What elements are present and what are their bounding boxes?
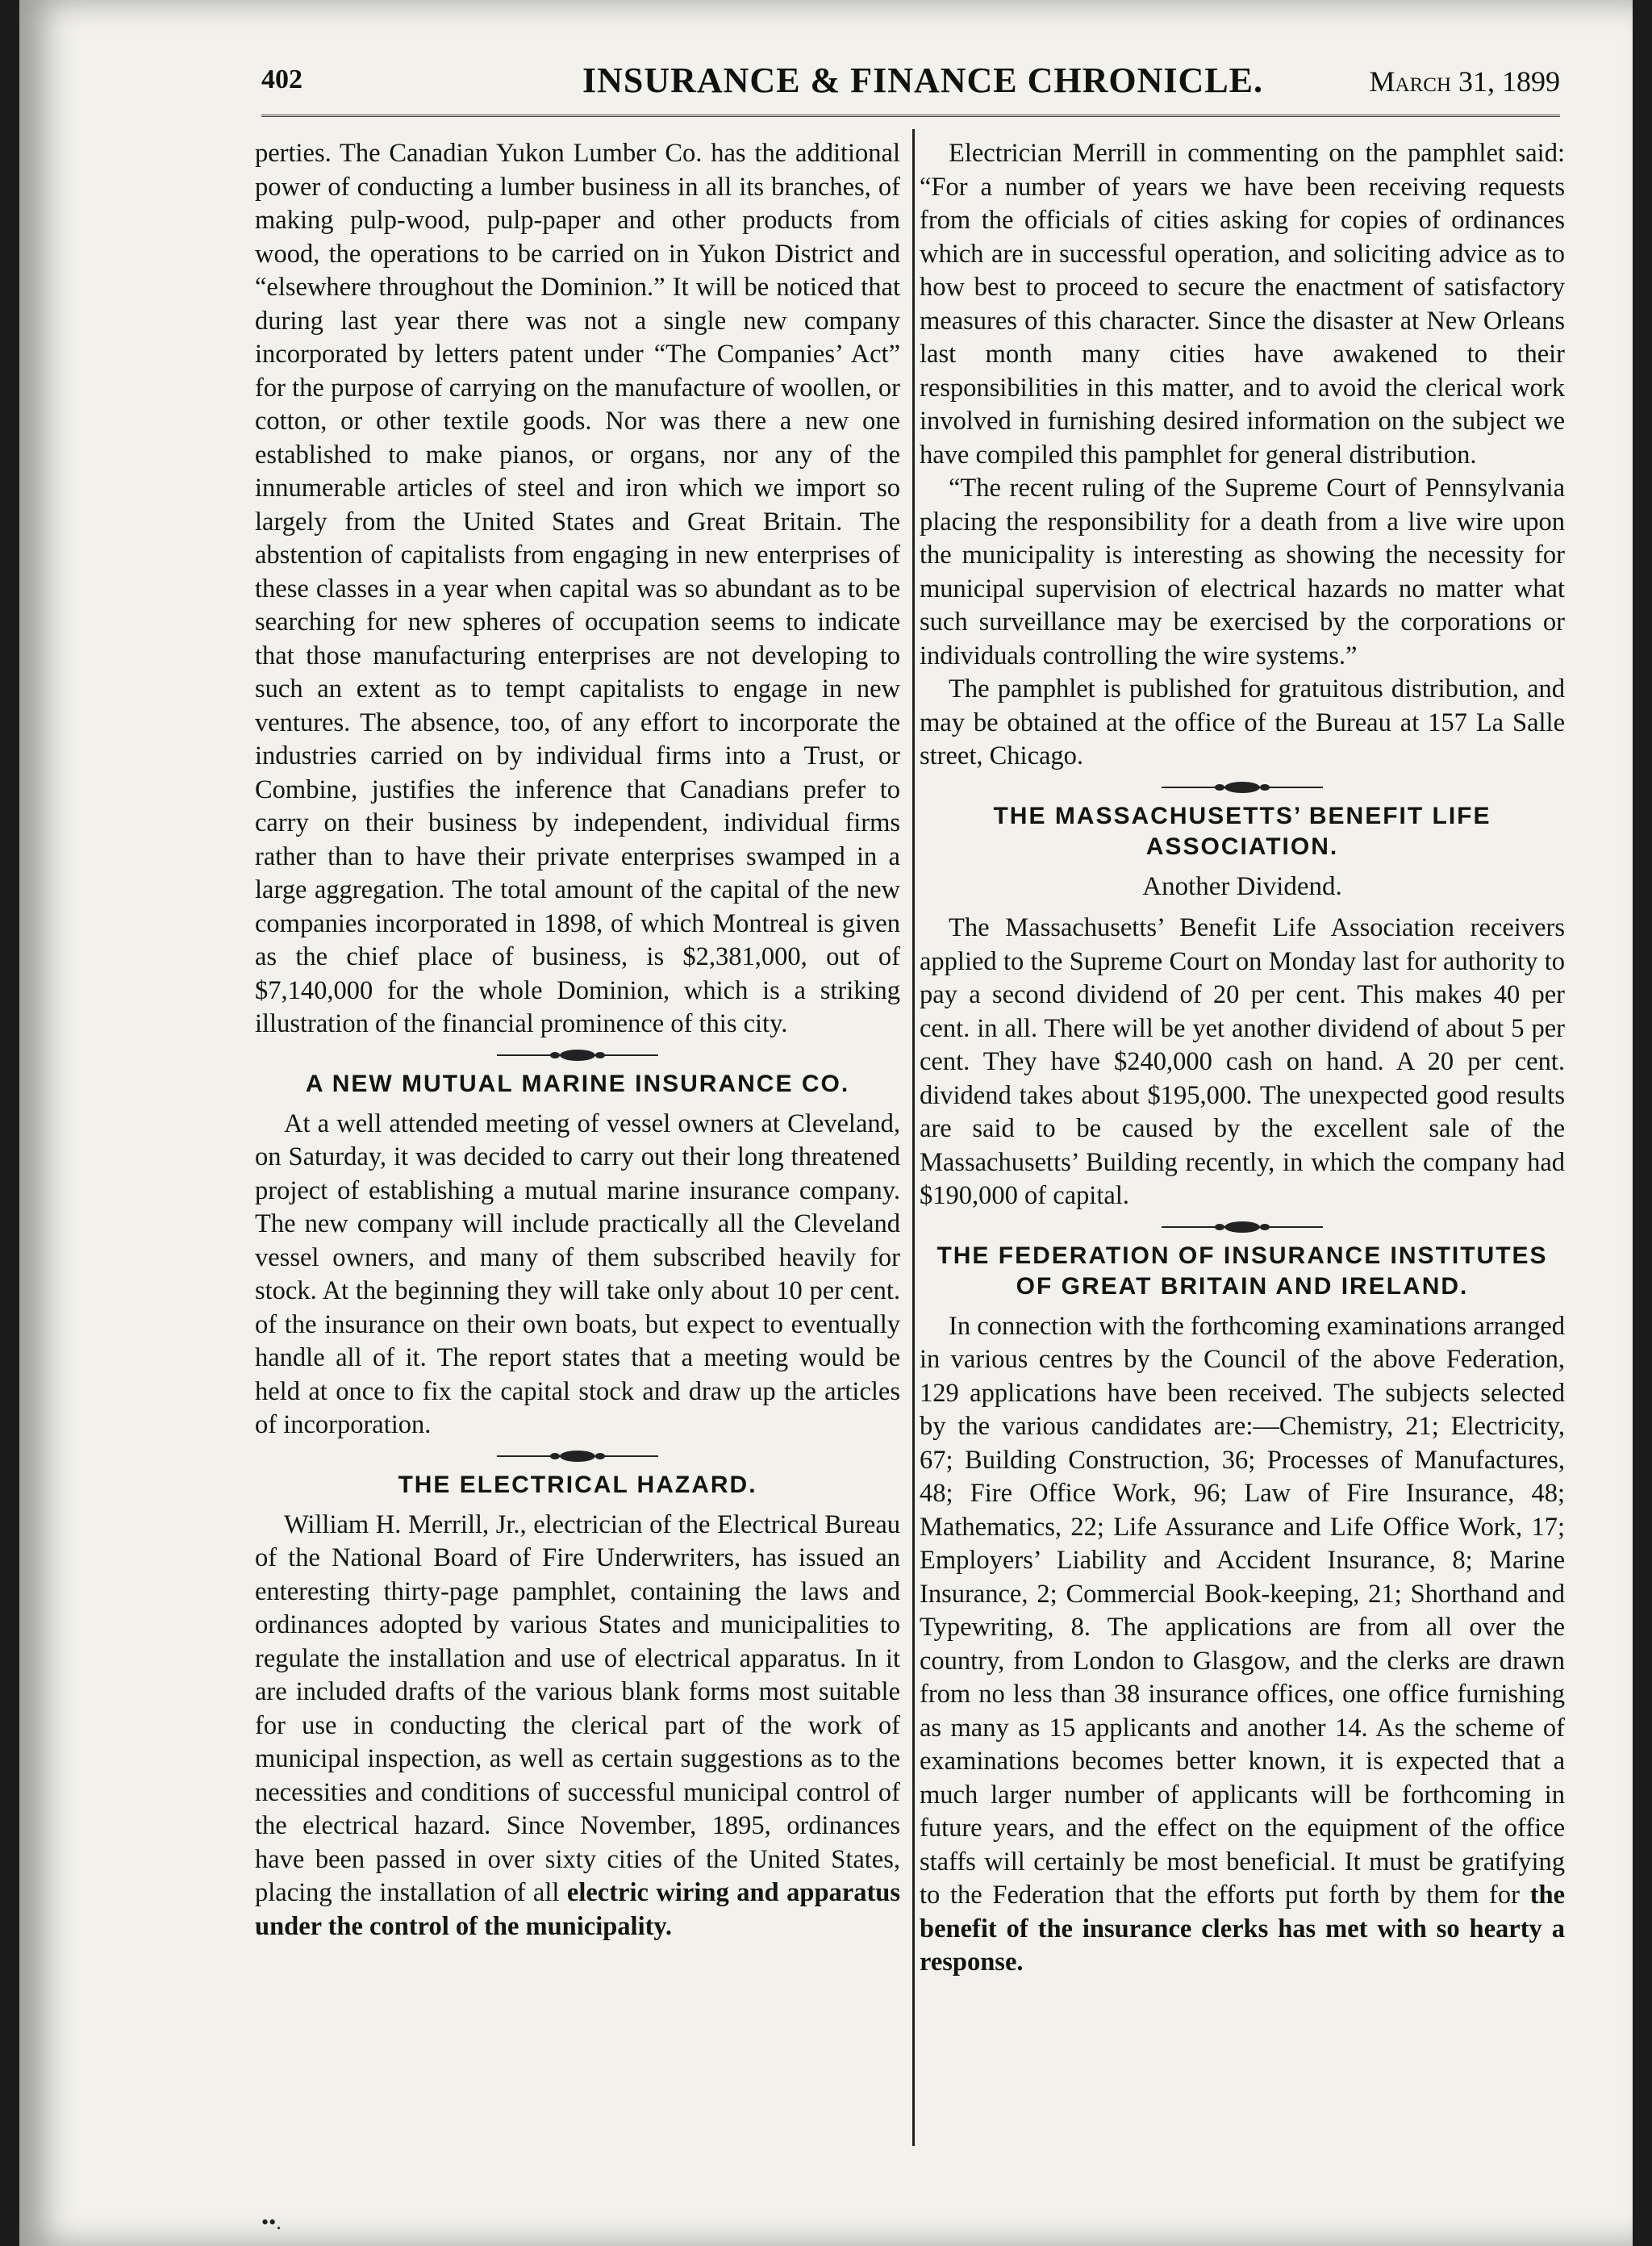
section-ornament bbox=[497, 1046, 658, 1064]
federation-title-line1: THE FEDERATION OF INSURANCE INSTITUTES bbox=[937, 1242, 1548, 1269]
page-header bbox=[261, 61, 1584, 113]
electrical-body-bold: electric wiring and apparatus under the control of the municipality. bbox=[255, 1878, 900, 1941]
federation-body bbox=[920, 1310, 1565, 1980]
section-ornament bbox=[497, 1447, 658, 1465]
massachusetts-title-line2: ASSOCIATION. bbox=[1145, 833, 1339, 860]
header-rule bbox=[261, 115, 1560, 117]
newspaper-page bbox=[19, 0, 1633, 2246]
electrical-cont-2: “The recent ruling of the Supreme Court of Pennsylvania placing the responsibility for a death from a live wire upon the municipality is interesting as showing the necessity for municipal supervision of electrical hazards no matter what such surveillance may be exercised by the corporations or individuals controlling the wire systems.” bbox=[920, 474, 1565, 670]
massachusetts-body: The Massachusetts’ Benefit Life Association receivers applied to the Supreme Court on Monday last for authority to pay a second dividend of 20 per cent. This makes 40 per cent. in all. There will be yet another dividend of about 5 per cent. They have $240,000 cash on hand. A 20 per cent. dividend takes about $195,000. The unexpected good results are said to be caused by the excellent sale of the Massachusetts’ Building recently, in which the company had $190,000 of capital. bbox=[920, 913, 1565, 1210]
federation-body-text: In connection with the forthcoming examinations arranged in various centres by the Council of the above Federation, 129 applications have been received. The subjects selected by the various candidates are:—Chemistry, 21; Electricity, 67; Building Construction, 36; Processes of Manufactures, 48; Fire Office Work, 96; Law of Fire Insurance, 48; Mathematics, 22; Life Assurance and Life Office Work, 17; Employers’ Liability and Accident Insurance, 8; Marine Insurance, 2; Commercial Book-keeping, 21; Shorthand and Typewriting, 8. The applications are from all over the country, from London to Glasgow, and the clerks are drawn from no less than 38 insurance offices, one office furnishing as many as 15 applicants and another 14. As the scheme of examinations becomes better known, it is expected that a much larger number of applicants will be forthcoming in future years, and the effect on the equipment of the office staffs will certainly be most beneficial. It must be gratifying to the Federation that the efforts put forth by them for bbox=[920, 1311, 1565, 1910]
massachusetts-title-line1: THE MASSACHUSETTS’ BENEFIT LIFE bbox=[993, 802, 1491, 829]
section-ornament bbox=[1162, 1218, 1323, 1236]
electrical-body-text: William H. Merrill, Jr., electrician of the Electrical Bureau of the National Board of Fire Underwriters, has issued an enteresting thirty-page pamphlet, containing the laws and ordinances adopted by various States and municipalities to regulate the installation and use of electrical apparatus. In it are included drafts of the various blank forms most suitable for use in conducting the clerical part of the work of municipal inspection, as well as certain suggestions as to the necessities and conditions of successful municipal control of the electrical hazard. Since November, 1895, ordinances have been passed in over sixty cities of the United States, placing the installation of all bbox=[255, 1509, 900, 1907]
issue-date: March 31, 1899 bbox=[1369, 65, 1560, 98]
federation-title-line2: OF GREAT BRITAIN AND IRELAND. bbox=[1016, 1272, 1469, 1300]
marine-body: At a well attended meeting of vessel owners at Cleveland, on Saturday, it was decided to carry out their long threatened project of establishing a mutual marine insurance company. The new company will include practically all the Cleveland vessel owners, and many of them subscribed heavily for stock. At the beginning they will take only about 10 per cent. of the insurance on their own boats, but expect to eventually handle all of it. The report states that a meeting would be held at once to fix the capital stock and draw up the articles of incorporation. bbox=[255, 1108, 900, 1439]
journal-title: INSURANCE & FINANCE CHRONICLE. bbox=[582, 61, 1264, 100]
page-fragment: ••. bbox=[261, 2211, 282, 2234]
federation-title bbox=[920, 1241, 1565, 1302]
electrical-body bbox=[255, 1509, 900, 1944]
massachusetts-title bbox=[920, 801, 1565, 862]
section-ornament bbox=[1162, 779, 1323, 796]
page-number: 402 bbox=[261, 65, 302, 94]
electrical-cont-1: Electrician Merrill in commenting on the pamphlet said: “For a number of years we have been receiving requests from the officials of cities asking for copies of ordinances which are in successful operation, and soliciting advice as to how best to proceed to secure the enactment of satisfactory measures of this character. Since the disaster at New Orleans last month many cities have awakened to their responsibilities in this matter, and to avoid the clerical work involved in furnishing desired information on the subject we have compiled this pamphlet for general distribution. bbox=[920, 139, 1565, 470]
marine-title: A NEW MUTUAL MARINE INSURANCE CO. bbox=[305, 1070, 850, 1097]
electrical-title: THE ELECTRICAL HAZARD. bbox=[398, 1471, 757, 1498]
column-divider bbox=[912, 129, 915, 2146]
federation-body-bold: the benefit of the insurance clerks has met with so hearty a response. bbox=[920, 1881, 1566, 1977]
right-column bbox=[920, 137, 1565, 1980]
intro-paragraph: perties. The Canadian Yukon Lumber Co. has the additional power of conducting a lumber business in all its branches, of making pulp-wood, pulp-paper and other products from wood, the operations to be carried on in Yukon District and “elsewhere throughout the Dominion.” It will be noticed that during last year there was not a single new company incorporated by letters patent under “The Companies’ Act” for the purpose of carrying on the manufacture of woollen, or cotton, or other textile goods. Nor was there a new one established to make pianos, or organs, nor any of the innumerable articles of steel and iron which we import so largely from the United States and Great Britain. The abstention of capitalists from engaging in new enterprises of these classes in a year when capital was so abundant as to be searching for new spheres of occupation seems to indicate that those manufacturing enterprises are not developing to such an extent as to tempt capitalists to engage in new ventures. The absence, too, of any effort to incorporate the industries carried on by individual firms into a Trust, or Combine, justifies the inference that Canadians prefer to carry on their business by independent, individual firms rather than to have their private enterprises swamped in a large aggregation. The total amount of the capital of the new companies incorporated in 1898, of which Montreal is given as the chief place of business, is $2,381,000, out of $7,140,000 for the whole Dominion, which is a striking illustration of the financial prominence of this city. bbox=[255, 139, 900, 1038]
massachusetts-subtitle: Another Dividend. bbox=[1142, 871, 1342, 901]
electrical-cont-3: The pamphlet is published for gratuitous distribution, and may be obtained at the office of the Bureau at 157 La Salle street, Chicago. bbox=[920, 674, 1565, 770]
left-column bbox=[255, 137, 900, 1943]
